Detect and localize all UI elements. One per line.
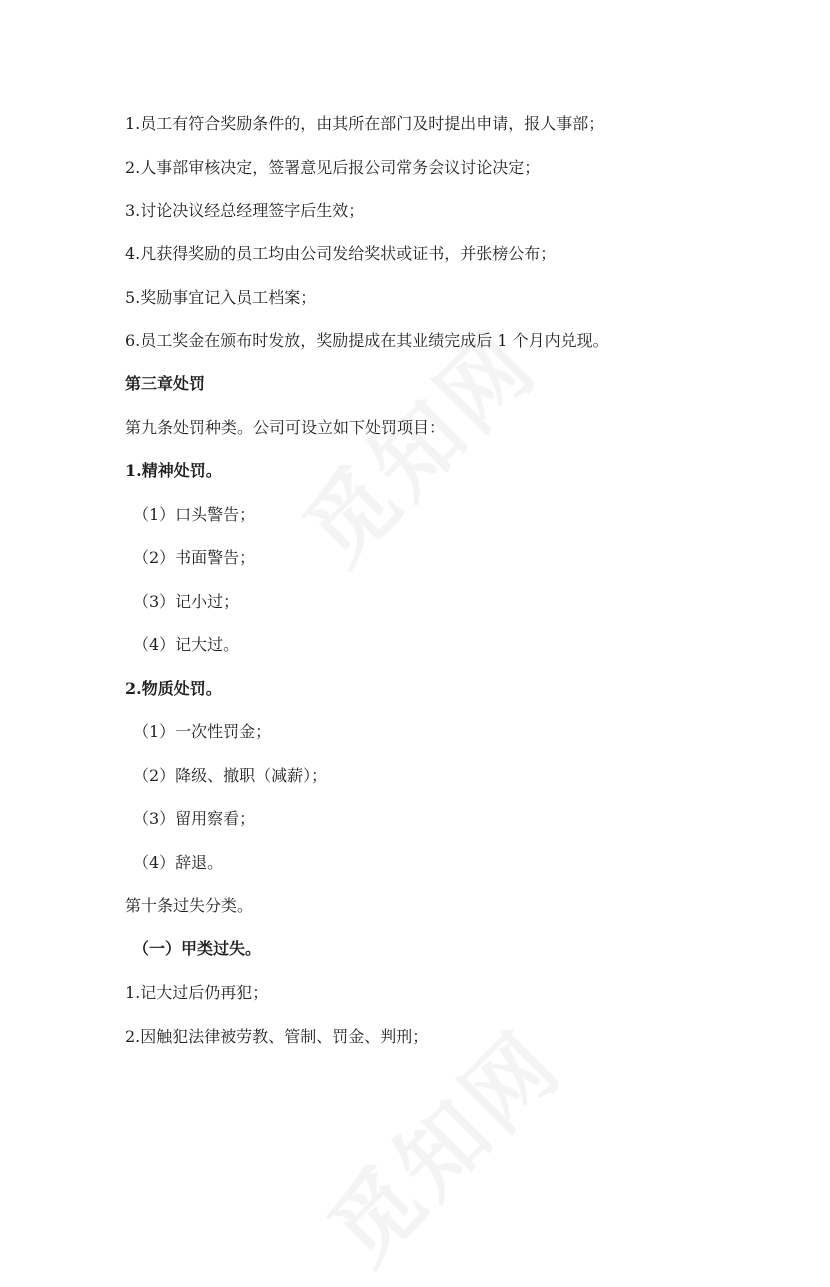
list-item: （3）记小过；: [133, 592, 240, 611]
paragraph-line: 2.因触犯法律被劳教、管制、罚金、判刑；: [125, 1027, 429, 1046]
paragraph-line: 1.员工有符合奖励条件的，由其所在部门及时提出申请，报人事部；: [125, 114, 605, 133]
paragraph-line: 2.人事部审核决定，签署意见后报公司常务会议讨论决定；: [125, 158, 541, 177]
paragraph-line: 5.奖励事宜记入员工档案；: [125, 288, 317, 307]
list-item: （2）书面警告；: [133, 548, 256, 567]
list-item: （3）留用察看；: [133, 809, 256, 828]
section-heading: （一）甲类过失。: [133, 939, 262, 958]
paragraph-line: 6.员工奖金在颁布时发放，奖励提成在其业绩完成后 1 个月内兑现。: [125, 331, 609, 350]
paragraph-line: 4.凡获得奖励的员工均由公司发给奖状或证书，并张榜公布；: [125, 244, 557, 263]
list-item: （4）辞退。: [133, 853, 224, 872]
chapter-heading: 第三章处罚: [125, 374, 206, 393]
list-item: （4）记大过。: [133, 635, 240, 654]
paragraph-line: 3.讨论决议经总经理签字后生效；: [125, 201, 365, 220]
list-item: （2）降级、撤职（减薪）；: [133, 766, 328, 785]
paragraph-line: 第九条处罚种类。公司可设立如下处罚项目：: [125, 418, 446, 437]
list-item: （1）口头警告；: [133, 505, 256, 524]
paragraph-line: 第十条过失分类。: [125, 896, 254, 915]
section-heading: 2.物质处罚。: [125, 679, 222, 698]
list-item: （1）一次性罚金；: [133, 722, 272, 741]
paragraph-line: 1.记大过后仍再犯；: [125, 983, 269, 1002]
section-heading: 1.精神处罚。: [125, 461, 222, 480]
